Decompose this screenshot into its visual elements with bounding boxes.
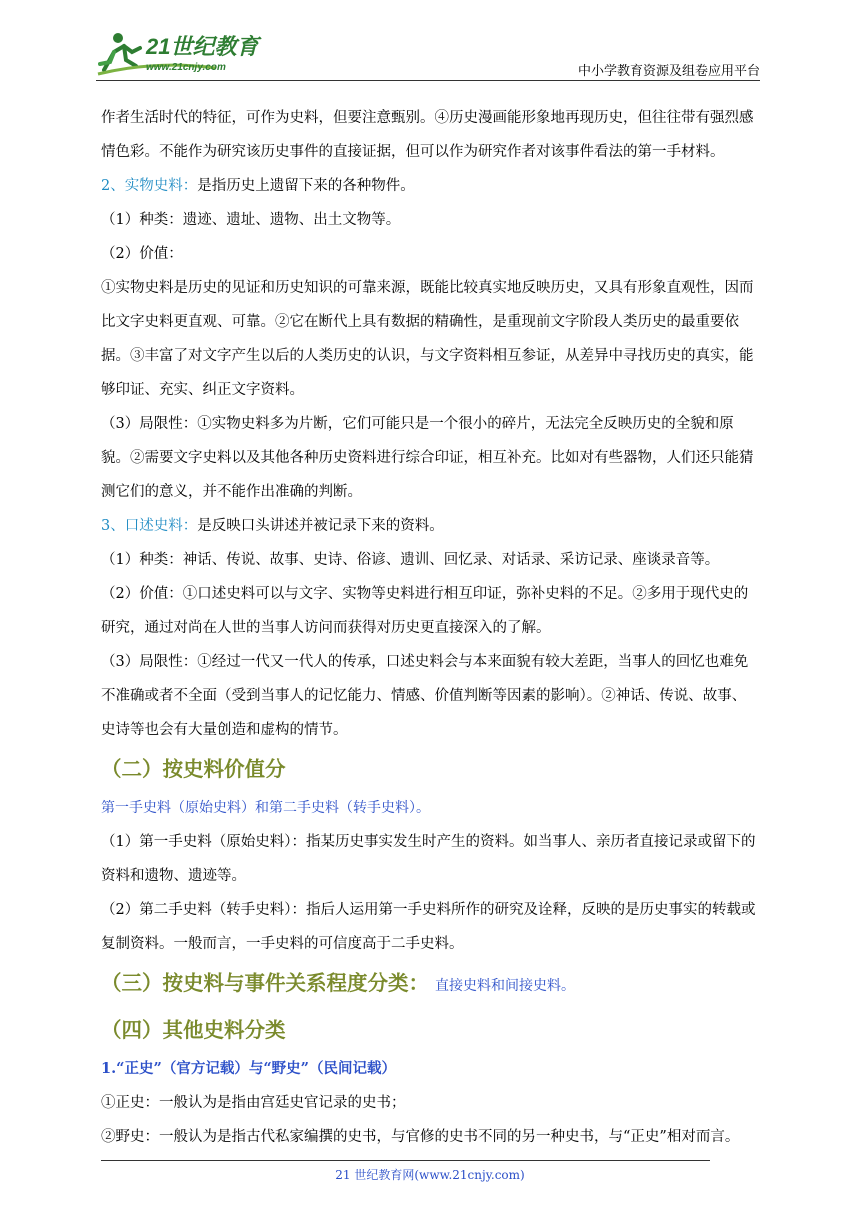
section-heading <box>101 509 760 543</box>
footer-divider <box>101 1160 710 1161</box>
paragraph: （3）局限性：①实物史料多为片断，它们可能只是一个很小的碎片，无法完全反映历史的全貌和原貌。②需要文字史料以及其他各种历史资料进行综合印证，相互补充。比如对有些器物，人们还只能猜测它们的意义，并不能作出准确的判断。 <box>101 416 754 500</box>
paragraph: （3）局限性：①经过一代又一代人的传承，口述史料会与本来面貌有较大差距，当事人的回忆也难免不准确或者不全面（受到当事人的记忆能力、情感、价值判断等因素的影响）。②神话、传说、故事、史诗等也会有大量创造和虚构的情节。 <box>101 654 749 738</box>
platform-name: 中小学教育资源及组卷应用平台 <box>577 64 760 79</box>
paragraph: （2）价值： <box>101 246 183 262</box>
physical-sources-text: 是指历史上遗留下来的各种物件。 <box>197 178 415 194</box>
paragraph: ①实物史料是历史的见证和历史知识的可靠来源，既能比较真实地反映历史，又具有形象直观性，因而比文字史料更直观、可靠。②它在断代上具有数据的精确性，是重现前文字阶段人类历史的最重要依据。③丰富了对文字产生以后的人类历史的认识，与文字资料相互参证，从差异中寻找历史的真实，能够印证、充实、纠正文字资料。 <box>101 280 754 398</box>
paragraph: ①正史：一般认为是指由宫廷史官记录的史书； <box>101 1095 406 1111</box>
paragraph: （2）第二手史料（转手史料）：指后人运用第一手史料所作的研究及诠释，反映的是历史事实的转载或复制资料。一般而言，一手史料的可信度高于二手史料。 <box>101 902 756 952</box>
logo-icon <box>96 30 266 76</box>
footer-link[interactable]: 21 世纪教育网(www.21cnjy.com) <box>335 1168 525 1182</box>
section-title-text: （三）按史料与事件关系程度分类： <box>101 971 429 995</box>
paragraph: （2）价值：①口述史料可以与文字、实物等史料进行相互印证，弥补史料的不足。②多用于现代史的研究，通过对尚在人世的当事人访问而获得对历史更直接深入的了解。 <box>101 586 749 636</box>
svg-text:www.21cnjy.com: www.21cnjy.com <box>146 62 226 73</box>
section-subtitle: 直接史料和间接史料。 <box>435 978 575 994</box>
paragraph: ②野史：一般认为是指古代私家编撰的史书，与官修的史书不同的另一种史书，与“正史”相对而言。 <box>101 1129 740 1145</box>
page-header <box>0 0 860 80</box>
paragraph: （1）种类：遗迹、遗址、遗物、出土文物等。 <box>101 212 401 228</box>
oral-sources-text: 是反映口头讲述并被记录下来的资料。 <box>197 518 444 534</box>
section-title <box>101 961 760 1008</box>
oral-sources-label: 3、口述史料： <box>101 518 198 534</box>
paragraph: （1）种类：神话、传说、故事、史诗、俗谚、遗训、回忆录、对话录、采访记录、座谈录音等。 <box>101 552 720 568</box>
document-body <box>101 101 760 1154</box>
physical-sources-label: 2、实物史料： <box>101 178 198 194</box>
paragraph: 作者生活时代的特征，可作为史料，但要注意甄别。④历史漫画能形象地再现历史，但往往带有强烈感情色彩。不能作为研究该历史事件的直接证据，但可以作为研究作者对该事件看法的第一手材料。 <box>101 110 754 160</box>
section-heading <box>101 169 760 203</box>
svg-text:21世纪教育: 21世纪教育 <box>146 34 259 59</box>
section-title: （二）按史料价值分 <box>101 757 286 781</box>
subsection-title: 1.“正史”（官方记载）与“野史”（民间记载） <box>101 1060 396 1077</box>
section-title: （四）其他史料分类 <box>101 1018 286 1042</box>
section-intro: 第一手史料（原始史料）和第二手史料（转手史料）。 <box>101 800 430 816</box>
header-divider <box>96 80 760 81</box>
site-logo[interactable] <box>96 30 266 76</box>
paragraph: （1）第一手史料（原始史料）：指某历史事实发生时产生的资料。如当事人、亲历者直接记录或留下的资料和遗物、遗迹等。 <box>101 834 756 884</box>
